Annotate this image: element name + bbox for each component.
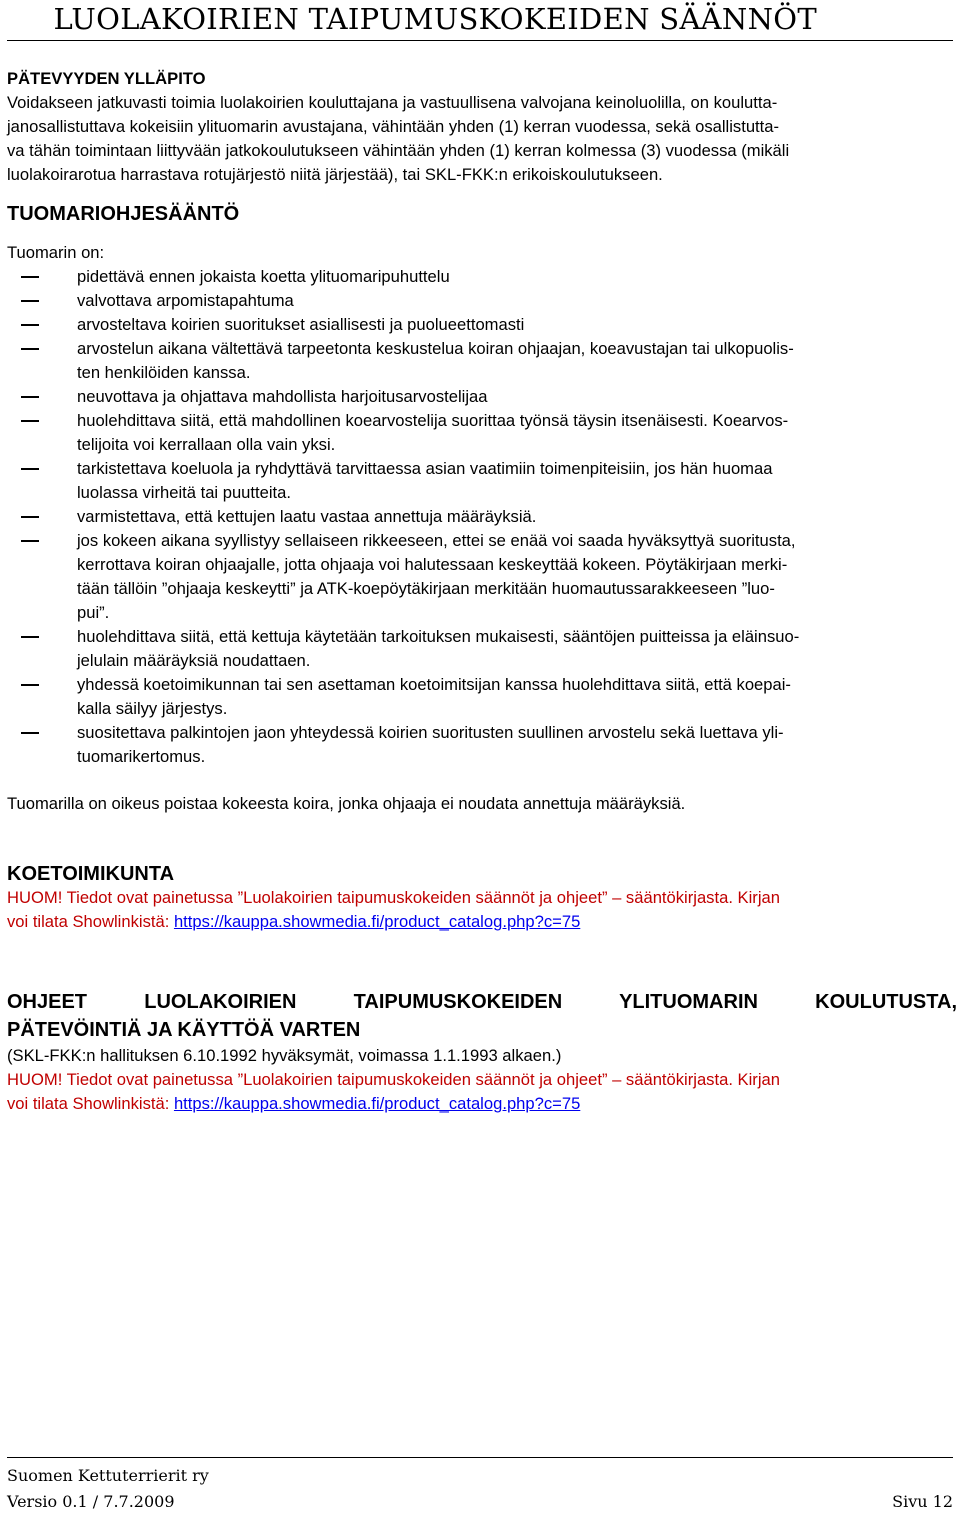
judge-duties-list <box>7 265 957 769</box>
section-heading-competence: PÄTEVYYDEN YLLÄPITO <box>7 69 206 88</box>
footer-page-number: Sivu 12 <box>892 1492 953 1511</box>
list-item-line: jelulain määräyksiä noudattaen. <box>77 651 311 670</box>
list-item <box>7 529 957 625</box>
list-item-line: tään tällöin ”ohjaaja keskeytti” ja ATK-koepöytäkirjaan merkitään huomautussarakkeeseen ”luo- <box>77 579 775 598</box>
list-item-line: yhdessä koetoimikunnan tai sen asettaman koetoimitsijan kanssa huolehdittava siitä, että koepai- <box>77 675 791 694</box>
list-item <box>7 457 957 505</box>
list-item-line: luolassa virheitä tai puutteita. <box>77 483 292 502</box>
list-item-line: pui”. <box>77 603 110 622</box>
list-item <box>7 385 957 409</box>
showlink-catalog-link[interactable]: https://kauppa.showmedia.fi/product_catalog.php?c=75 <box>173 1094 581 1113</box>
section-heading-guidelines <box>7 988 957 1044</box>
list-item <box>7 289 957 313</box>
section-guidelines <box>7 988 957 1116</box>
dash-bullet-icon <box>21 324 39 326</box>
judge-rules-closing: Tuomarilla on oikeus poistaa kokeesta koira, jonka ohjaaja ei noudata annettuja määräyksiä. <box>7 794 686 813</box>
list-item <box>7 313 957 337</box>
committee-note <box>7 886 957 934</box>
list-item-line: neuvottava ja ohjattava mahdollista harjoitusarvostelijaa <box>77 387 488 406</box>
section-heading-committee: KOETOIMIKUNTA <box>7 863 175 885</box>
note-line: HUOM! Tiedot ovat painetussa ”Luolakoirien taipumuskokeiden säännöt ja ohjeet” – sääntökirjasta. Kirjan <box>7 1070 780 1089</box>
list-item-line: pidettävä ennen jokaista koetta ylituomaripuhuttelu <box>77 267 450 286</box>
dash-bullet-icon <box>21 732 39 734</box>
list-item-line: varmistettava, että kettujen laatu vastaa annettuja määräyksiä. <box>77 507 537 526</box>
dash-bullet-icon <box>21 636 39 638</box>
list-item-line: kerrottava koiran ohjaajalle, jotta ohjaaja voi halutessaan keskeyttää kokeen. Pöytäkirjaan merki- <box>77 555 788 574</box>
list-item <box>7 265 957 289</box>
list-item-line: jos kokeen aikana syyllistyy sellaiseen rikkeeseen, ettei se enää voi saada hyväksyttyä suoritusta, <box>77 531 796 550</box>
paragraph-line: Voidakseen jatkuvasti toimia luolakoirien kouluttajana ja vastuullisena valvojana keinoluolilla, on koulutta- <box>7 93 778 112</box>
list-item <box>7 337 957 385</box>
note-line: HUOM! Tiedot ovat painetussa ”Luolakoirien taipumuskokeiden säännöt ja ohjeet” – sääntökirjasta. Kirjan <box>7 888 780 907</box>
judge-rules-intro: Tuomarin on: <box>7 243 105 262</box>
dash-bullet-icon <box>21 420 39 422</box>
heading-line: PÄTEVÖINTIÄ JA KÄYTTÖÄ VARTEN <box>7 1019 361 1041</box>
page-header-title: LUOLAKOIRIEN TAIPUMUSKOKEIDEN SÄÄNNÖT <box>53 2 817 36</box>
paragraph-line: va tähän toimintaan liittyvään jatkokoulutukseen vähintään yhden (1) kerran kolmessa (3) vuodessa (mikäli <box>7 141 790 160</box>
section-committee <box>7 862 957 934</box>
dash-bullet-icon <box>21 540 39 542</box>
note-line <box>7 910 957 934</box>
dash-bullet-icon <box>21 276 39 278</box>
list-item <box>7 673 957 721</box>
list-item-line: kalla säilyy järjestys. <box>77 699 228 718</box>
paragraph-line: luolakoirarotua harrastava rotujärjestö niitä järjestää), tai SKL-FKK:n erikoiskoulutukseen. <box>7 165 663 184</box>
heading-line: OHJEET LUOLAKOIRIEN TAIPUMUSKOKEIDEN YLITUOMARIN KOULUTUSTA, <box>7 991 957 1013</box>
list-item-line: arvosteltava koirien suoritukset asiallisesti ja puolueettomasti <box>77 315 525 334</box>
section-judge-rules <box>7 202 957 816</box>
section-heading-judge-rules: TUOMARIOHJESÄÄNTÖ <box>7 203 240 225</box>
list-item <box>7 409 957 457</box>
dash-bullet-icon <box>21 516 39 518</box>
list-item-line: tarkistettava koeluola ja ryhdyttävä tarvittaessa asian vaatimiin toimenpiteisiin, jos hän huomaa <box>77 459 773 478</box>
list-item <box>7 721 957 769</box>
document-body <box>7 67 957 1116</box>
section-competence <box>7 67 957 187</box>
header-divider <box>7 40 953 41</box>
footer-organization: Suomen Kettuterrierit ry <box>7 1466 209 1485</box>
showlink-catalog-link[interactable]: https://kauppa.showmedia.fi/product_catalog.php?c=75 <box>173 912 581 931</box>
list-item <box>7 505 957 529</box>
dash-bullet-icon <box>21 684 39 686</box>
competence-paragraph <box>7 91 957 187</box>
list-item-line: huolehdittava siitä, että kettuja käytetään tarkoituksen mukaisesti, sääntöjen puitteissa ja eläinsuo- <box>77 627 800 646</box>
dash-bullet-icon <box>21 348 39 350</box>
dash-bullet-icon <box>21 300 39 302</box>
list-item-line: huolehdittava siitä, että mahdollinen koearvostelija suorittaa työnsä täysin itsenäisesti. Koearvos- <box>77 411 789 430</box>
note-line-text: voi tilata Showlinkistä: <box>7 1094 174 1113</box>
list-item-line: valvottava arpomistapahtuma <box>77 291 294 310</box>
list-item-line: telijoita voi kerrallaan olla vain yksi. <box>77 435 336 454</box>
footer-version: Versio 0.1 / 7.7.2009 <box>7 1492 175 1511</box>
list-item-line: arvostelun aikana vältettävä tarpeetonta keskustelua koiran ohjaajan, koeavustajan tai ulkopuolis- <box>77 339 794 358</box>
list-item-line: tuomarikertomus. <box>77 747 206 766</box>
list-item-line: suositettava palkintojen jaon yhteydessä koirien suoritusten suullinen arvostelu sekä luettava yli- <box>77 723 784 742</box>
guidelines-subtitle: (SKL-FKK:n hallituksen 6.10.1992 hyväksymät, voimassa 1.1.1993 alkaen.) <box>7 1046 562 1065</box>
dash-bullet-icon <box>21 396 39 398</box>
dash-bullet-icon <box>21 468 39 470</box>
guidelines-note <box>7 1068 957 1116</box>
paragraph-line: janosallistuttava kokeisiin ylituomarin avustajana, vähintään yhden (1) kerran vuodessa, sekä osallistutta- <box>7 117 780 136</box>
note-line <box>7 1092 957 1116</box>
list-item-line: ten henkilöiden kanssa. <box>77 363 251 382</box>
list-item <box>7 625 957 673</box>
note-line-text: voi tilata Showlinkistä: <box>7 912 174 931</box>
footer-divider <box>7 1457 953 1458</box>
